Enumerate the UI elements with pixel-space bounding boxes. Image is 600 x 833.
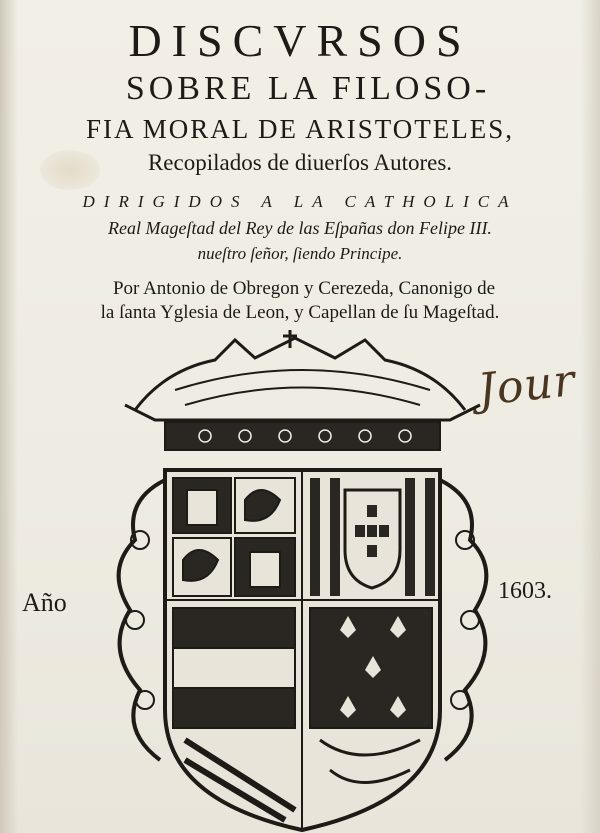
- publication-year: 1603.: [498, 578, 552, 604]
- author-line-2: la ſanta Yglesia de Leon, y Capellan de ſu Mageſtad.: [100, 302, 500, 323]
- title-line-3: FIA MORAL DE ARISTOTELES,: [85, 114, 515, 144]
- royal-coat-of-arms-woodcut: [105, 330, 500, 833]
- dedication-line-1: DIRIGIDOS A LA CATHOLICA: [82, 192, 518, 211]
- title-line-1: DISCVRSOS: [128, 15, 472, 66]
- title-line-4: Recopilados de diuerſos Autores.: [147, 150, 453, 175]
- year-label: Año: [22, 588, 67, 617]
- author-line-1: Por Antonio de Obregon y Cerezeda, Canonigo de: [112, 278, 496, 299]
- dedication-line-3: nueſtro ſeñor, ſiendo Principe.: [197, 244, 403, 263]
- title-line-2: SOBRE LA FILOSO-: [125, 70, 491, 107]
- dedication-line-2: Real Mageſtad del Rey de las Eſpañas don Felipe III.: [108, 218, 492, 238]
- handwritten-signature: Jour: [475, 355, 578, 416]
